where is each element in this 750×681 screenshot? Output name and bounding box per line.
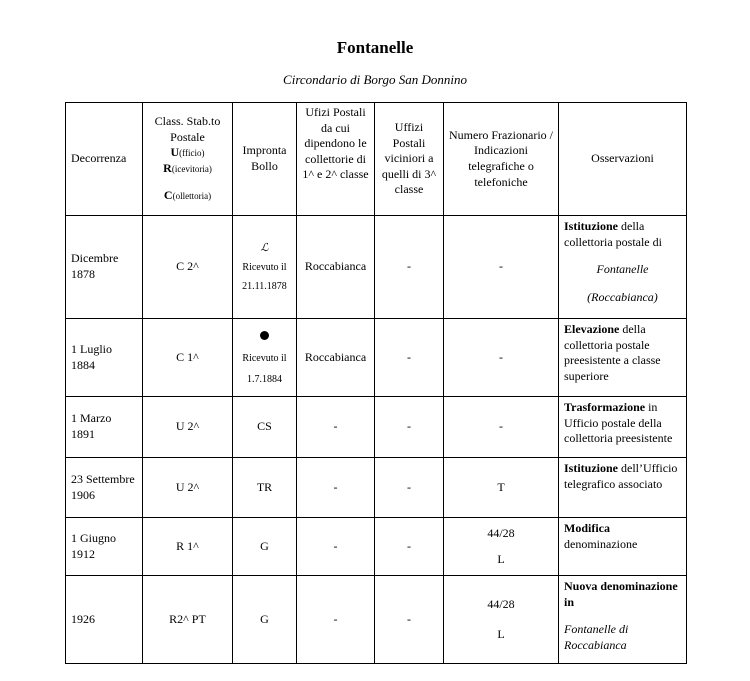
header-classe-c-sub: (ollettoria) [172, 191, 212, 202]
obs-bold: Istituzione [564, 461, 618, 475]
cell-classe: C 1^ [143, 319, 233, 397]
header-classe-u-sub: (fficio) [179, 148, 205, 159]
cell-numero-line1: 44/28 [487, 596, 515, 611]
cell-uffizi: - [375, 458, 444, 518]
cell-numero-line2: L [497, 551, 505, 566]
cell-ufizi: - [297, 576, 375, 664]
cell-uffizi: - [375, 576, 444, 664]
obs-bold: Modifica [564, 521, 610, 535]
cell-decorrenza: 1926 [66, 576, 143, 664]
cell-uffizi: - [375, 518, 444, 576]
history-table [65, 102, 687, 664]
obs-italic-1: Fontanelle [596, 262, 649, 277]
header-classe-c: C [163, 188, 173, 203]
cell-decorrenza: 1 Marzo 1891 [66, 397, 143, 458]
cell-bollo-line2: 1.7.1884 [247, 374, 282, 386]
header-classe-u: U [170, 145, 180, 160]
cell-classe: U 2^ [143, 458, 233, 518]
header-classe [143, 103, 233, 216]
cell-ufizi: - [297, 458, 375, 518]
obs-bold: Istituzione [564, 219, 618, 233]
cell-classe: R 1^ [143, 518, 233, 576]
header-decorrenza: Decorrenza [66, 103, 143, 216]
cell-osservazioni [559, 458, 687, 518]
cell-uffizi: - [375, 216, 444, 319]
cell-decorrenza: 1 Luglio 1884 [66, 319, 143, 397]
stamp-script-icon: ℒ [260, 241, 269, 254]
cell-decorrenza: Dicembre 1878 [66, 216, 143, 319]
obs-bold: Trasformazione [564, 400, 646, 414]
header-uffizi: Uffizi Postali viciniori a quelli di 3^ classe [375, 103, 444, 216]
stamp-dot-icon [260, 331, 269, 340]
cell-osservazioni [559, 397, 687, 458]
cell-bollo: G [233, 518, 297, 576]
obs-italic-1: Fontanelle di Roccabianca [564, 622, 629, 652]
header-row [66, 103, 687, 216]
table-row [66, 397, 687, 458]
cell-uffizi: - [375, 397, 444, 458]
cell-bollo-line2: 21.11.1878 [242, 281, 287, 293]
obs-bold: Nuova denominazione in [564, 579, 678, 609]
cell-ufizi: Roccabianca [297, 216, 375, 319]
cell-classe: R2^ PT [143, 576, 233, 664]
cell-osservazioni [559, 216, 687, 319]
cell-bollo: CS [233, 397, 297, 458]
cell-numero: - [444, 397, 559, 458]
cell-osservazioni [559, 319, 687, 397]
cell-decorrenza: 23 Settembre 1906 [66, 458, 143, 518]
cell-osservazioni [559, 576, 687, 664]
header-classe-r-sub: (icevitoria) [171, 163, 212, 174]
cell-bollo [233, 319, 297, 397]
table-row [66, 319, 687, 397]
cell-ufizi: - [297, 518, 375, 576]
cell-numero-line2: L [497, 626, 505, 641]
obs-text: denominazione [564, 536, 638, 551]
table-row [66, 518, 687, 576]
cell-uffizi: - [375, 319, 444, 397]
cell-bollo: G [233, 576, 297, 664]
page-subtitle: Circondario di Borgo San Donnino [283, 72, 467, 87]
cell-osservazioni [559, 518, 687, 576]
cell-numero: - [444, 319, 559, 397]
cell-numero [444, 518, 559, 576]
cell-bollo-line1: Ricevuto il [242, 353, 287, 365]
cell-decorrenza: 1 Giugno 1912 [66, 518, 143, 576]
header-classe-line2: Postale [170, 129, 205, 144]
table-row [66, 458, 687, 518]
obs-italic-2: (Roccabianca) [587, 289, 658, 304]
obs-text: della collettoria postale preesistente a classe superiore [564, 322, 661, 383]
cell-bollo: TR [233, 458, 297, 518]
cell-numero-line1: 44/28 [487, 525, 515, 540]
header-osservazioni: Osservazioni [559, 103, 687, 216]
cell-bollo [233, 216, 297, 319]
header-ufizi: Ufizi Postali da cui dipendono le collettorie di 1^ e 2^ classe [297, 103, 375, 216]
obs-bold: Elevazione [564, 322, 620, 336]
cell-numero [444, 576, 559, 664]
cell-bollo-line1: Ricevuto il [242, 262, 287, 274]
table-row [66, 576, 687, 664]
cell-ufizi: Roccabianca [297, 319, 375, 397]
header-numero: Numero Frazionario / Indicazioni telegrafiche o telefoniche [444, 103, 559, 216]
obs-text: della collettoria postale di [564, 219, 662, 249]
page-title: Fontanelle [336, 38, 414, 57]
obs-text: in Ufficio postale della collettoria preesistente [564, 400, 673, 446]
table-row [66, 216, 687, 319]
header-classe-line1: Class. Stab.to [154, 114, 221, 129]
cell-classe: U 2^ [143, 397, 233, 458]
header-impronta: Impronta Bollo [233, 103, 297, 216]
cell-ufizi: - [297, 397, 375, 458]
obs-text: dell’Ufficio telegrafico associato [564, 461, 678, 491]
cell-numero: T [444, 458, 559, 518]
cell-numero: - [444, 216, 559, 319]
cell-classe: C 2^ [143, 216, 233, 319]
header-classe-r: R [163, 160, 172, 175]
